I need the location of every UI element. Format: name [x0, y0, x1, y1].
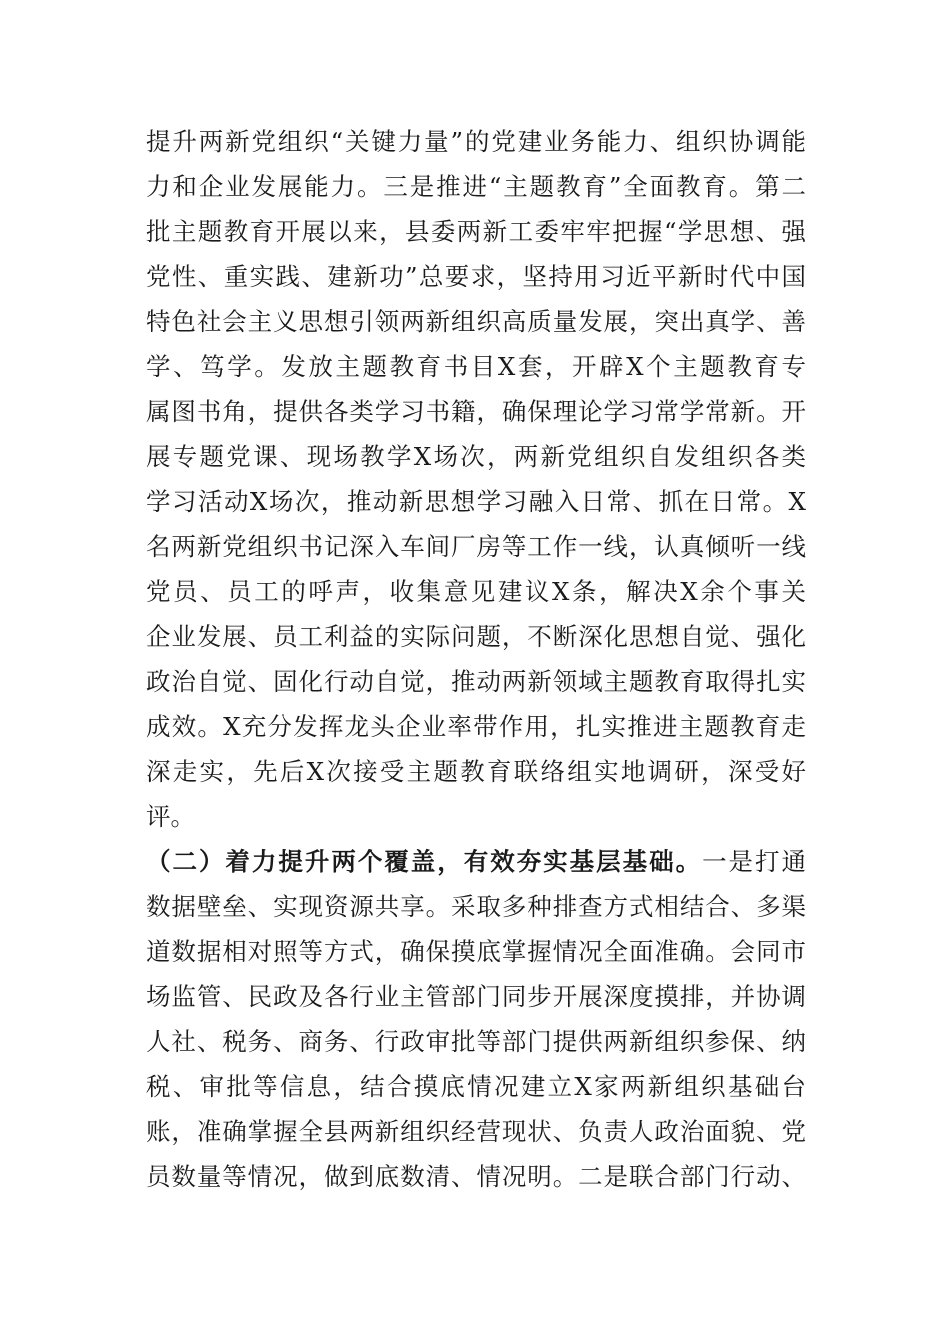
body-line: 党性、重实践、建新功”总要求，坚持用习近平新时代中国	[146, 262, 806, 291]
body-line: 道数据相对照等方式，确保摸底掌握情况全面准确。会同市	[146, 937, 806, 966]
body-line: 数据壁垒、实现资源共享。采取多种排查方式相结合、多渠	[146, 892, 806, 921]
section-heading-continuation: 一是打通	[702, 847, 806, 876]
body-line: 评。	[146, 802, 195, 831]
body-line: 场监管、民政及各行业主管部门同步开展深度摸排，并协调	[146, 982, 806, 1011]
body-line: 名两新党组织书记深入车间厂房等工作一线，认真倾听一线	[146, 532, 806, 561]
body-line: 成效。X充分发挥龙头企业率带作用，扎实推进主题教育走	[146, 712, 806, 741]
body-line: 批主题教育开展以来，县委两新工委牢牢把握“学思想、强	[146, 217, 806, 246]
body-line: 属图书角，提供各类学习书籍，确保理论学习常学常新。开	[146, 397, 806, 426]
body-line: 特色社会主义思想引领两新组织高质量发展，突出真学、善	[146, 307, 806, 336]
body-line: 账，准确掌握全县两新组织经营现状、负责人政治面貌、党	[146, 1117, 806, 1146]
section-heading-line	[146, 840, 806, 884]
body-line: 学、笃学。发放主题教育书目X套，开辟X个主题教育专	[146, 352, 806, 381]
section-heading: （二）着力提升两个覆盖，有效夯实基层基础。	[146, 847, 703, 876]
body-line: 学习活动X场次，推动新思想学习融入日常、抓在日常。X	[146, 487, 806, 516]
body-line: 人社、税务、商务、行政审批等部门提供两新组织参保、纳	[146, 1027, 806, 1056]
body-line: 员数量等情况，做到底数清、情况明。二是联合部门行动、	[146, 1162, 806, 1191]
body-line: 企业发展、员工利益的实际问题，不断深化思想自觉、强化	[146, 622, 806, 651]
body-line: 深走实，先后X次接受主题教育联络组实地调研，深受好	[146, 757, 806, 786]
body-line: 税、审批等信息，结合摸底情况建立X家两新组织基础台	[146, 1072, 806, 1101]
body-line: 力和企业发展能力。三是推进“主题教育”全面教育。第二	[146, 172, 806, 201]
body-line: 提升两新党组织“关键力量”的党建业务能力、组织协调能	[146, 127, 806, 156]
body-line: 党员、员工的呼声，收集意见建议X条，解决X余个事关	[146, 577, 806, 606]
body-line: 展专题党课、现场教学X场次，两新党组织自发组织各类	[146, 442, 806, 471]
body-line: 政治自觉、固化行动自觉，推动两新领域主题教育取得扎实	[146, 667, 806, 696]
